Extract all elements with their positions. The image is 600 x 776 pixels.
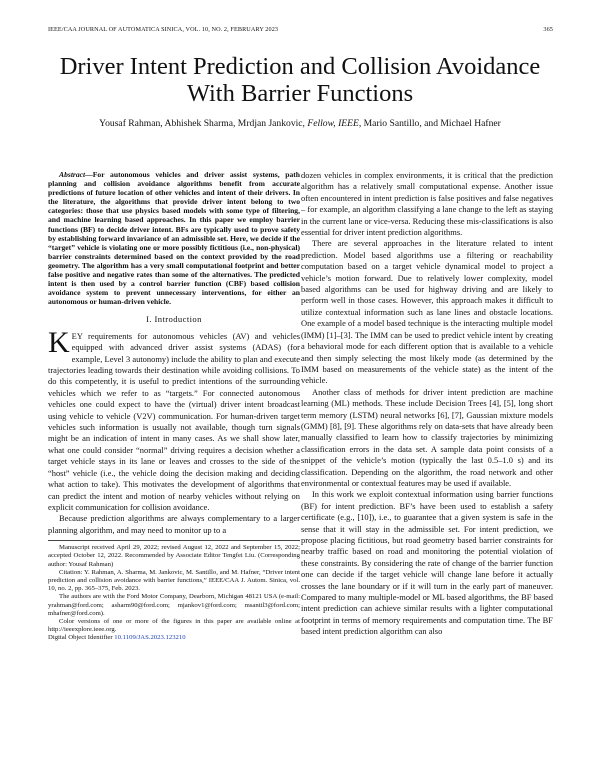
abstract-label: Abstract bbox=[59, 170, 86, 179]
drop-cap: K bbox=[48, 325, 70, 359]
footnote-citation: Citation: Y. Rahman, A. Sharma, M. Jankovic, M. Santillo, and M. Hafner, “Driver intent prediction and collision avoidance with barrier functions,” IEEE/CAA J. Autom. Sinica, vol. 10, no. 2, pp. 365–375, Feb. 2023. bbox=[48, 568, 300, 593]
footnote-doi bbox=[48, 634, 300, 642]
right-paragraph-3: Another class of methods for driver intent prediction are machine learning (ML) methods. These include Decision Trees [4], [5], long short term memory (LSTM) neural networks [6], [7], Gaussian mixture models (GMM) [8], [9]. These algorithms rely on data-sets that have already been manually classified to learn how to classify trajectories by minimizing classification errors in the data set. A sample data point consists of a snippet of the vehicle’s motion (typically the last 0.5–1.0 s) and its classification. Depending on the algorithm, the road network and other environmental or contextual features may be used if available. bbox=[301, 386, 553, 488]
author-names-rest: , Mario Santillo, and Michael Hafner bbox=[358, 118, 501, 129]
right-paragraph-4: In this work we exploit contextual information using barrier functions (BF) for intent prediction. BF’s have been used to establish a safety certificate (e.g., [10]), i.e., to guarantee that a given system is safe in the sense that it will stay in the admissible set. For intent prediction, we propose placing fictitious, but road geometry based barrier constraints for nearby traffic based on road and monitoring the potential violation of these constraints. By considering the rate of change of the barrier function one can decide if the target vehicle will change lane before it actually crosses the lane boundary or if it will turn in the early part of maneuver. Compared to many multiple-model or ML based algorithms, the BF based intent prediction can achieve similar results with a lighter computational footprint in terms of memory requirements and computation time. The BF based intent prediction algorithm can also bbox=[301, 489, 553, 637]
footnote-color: Color versions of one or more of the figures in this paper are available online at http://ieeexplore.ieee.org. bbox=[48, 617, 300, 634]
running-header bbox=[48, 26, 553, 36]
intro-paragraph-1-text: EY requirements for autonomous vehicles (AV) and vehicles equipped with advanced driver assist systems (ADAS) (for example, Level 3 autonomy) include the ability to plan and execute trajectories leading towards their destination while avoiding collisions. To do this competently, it is useful to predict intentions of the surrounding vehicles which we refer to as “targets.” For connected autonomous vehicles one could expect to have the (virtual) driver intent broadcast using vehicle to vehicle (V2V) communication. For human-driven target vehicles such information is usually not available, though turn signals might be an indication of intent in many cases. As we shall show later, what one could consider “normal” driving requires a decision whether a target vehicle stays in its lane or leaves and crosses to the side of the “host” vehicle (i.e., the vehicle doing the decision making and deciding what action to take). This motivates the development of algorithms that can predict the intent and motion of nearby vehicles without relying on explicit communication for collision avoidance. bbox=[48, 330, 300, 512]
intro-paragraph-1 bbox=[48, 325, 300, 514]
author-list bbox=[40, 118, 560, 129]
footnote-divider bbox=[48, 540, 300, 541]
right-paragraph-1: dozen vehicles in complex environments, it is critical that the prediction algorithm has a relatively small computational expense. Another issue often encountered in intent prediction is false positives and false negatives – for example, an algorithm classifying a lane change to the left as staying in the current lane or vice-versa. Reducing these mis-classifications is also essential for driver intent prediction algorithms. bbox=[301, 170, 553, 238]
footnote-affiliation: The authors are with the Ford Motor Company, Dearborn, Michigan 48121 USA (e-mail: yrahman@ford.com; asharm90@ford.com; mjankov1@ford.com; msantil3@ford.com; mhafner@ford.com). bbox=[48, 593, 300, 617]
abstract-text: —For autonomous vehicles and driver assist systems, path planning and collision avoidance algorithms benefit from accurate predictions of future location of other vehicles and intent of their drivers. In the literature, the algorithms that provide driver intent belong to two categories: those that use physics based models with some type of filtering, and machine learning based approaches. In this paper we employ barrier functions (BF) to decide driver intent. BFs are typically used to prove safety by establishing forward invariance of an admissible set. Here, we decide if the “target” vehicle is violating one or more possibly fictitious (i.e., non-physical) barrier constraints determined based on the context provided by the road geometry. The algorithm has a very small computational footprint and better false positive and negative rates than some of the alternatives. The predicted intent is then used by a control barrier function (CBF) based collision avoidance system to prevent unnecessary interventions, for either an autonomous or human-driven vehicle. bbox=[48, 170, 300, 307]
left-column bbox=[48, 170, 300, 643]
author-fellow: Fellow, IEEE bbox=[307, 118, 359, 129]
abstract bbox=[48, 170, 300, 306]
footnote-received: Manuscript received April 29, 2022; revised August 12, 2022 and September 15, 2022; accepted October 12, 2022. Recommended by Associate Editor Tengfei Liu. (Corresponding author: Yousaf Rahman) bbox=[48, 544, 300, 568]
doi-link[interactable]: 10.1109/JAS.2023.123210 bbox=[114, 634, 186, 642]
paper-title: Driver Intent Prediction and Collision Avoidance With Barrier Functions bbox=[59, 53, 541, 107]
right-column bbox=[301, 170, 553, 638]
doi-label: Digital Object Identifier bbox=[48, 634, 115, 642]
intro-paragraph-2: Because prediction algorithms are always complementary to a larger planning algorithm, and may need to monitor up to a bbox=[48, 513, 300, 535]
page-number: 365 bbox=[543, 26, 553, 33]
section-heading: I. Introduction bbox=[146, 314, 202, 325]
right-paragraph-2: There are several approaches in the literature related to intent prediction. Model based algorithms use a filtering or reachability computation based on a target vehicle dynamical model to project a vehicle’s motion forward. Due to relatively lower complexity, model based algorithms can be used for highway driving and are likely to perform well in those cases. However, this approach makes it difficult to utilize contextual information such as lane lines and obstacle locations. One example of a model based technique is the interacting multiple model (IMM) [1]–[3]. The IMM can be used to predict vehicle intent by creating a behavioral mode for each different option that is available to a vehicle and then simply selecting the most likely mode (as determined by the IMM based on measurements of the vehicle state) as the intent of the vehicle. bbox=[301, 238, 553, 386]
author-names: Yousaf Rahman, Abhishek Sharma, Mrdjan Jankovic, bbox=[99, 118, 308, 129]
journal-header: IEEE/CAA JOURNAL OF AUTOMATICA SINICA, VOL. 10, NO. 2, FEBRUARY 2023 bbox=[48, 26, 279, 33]
